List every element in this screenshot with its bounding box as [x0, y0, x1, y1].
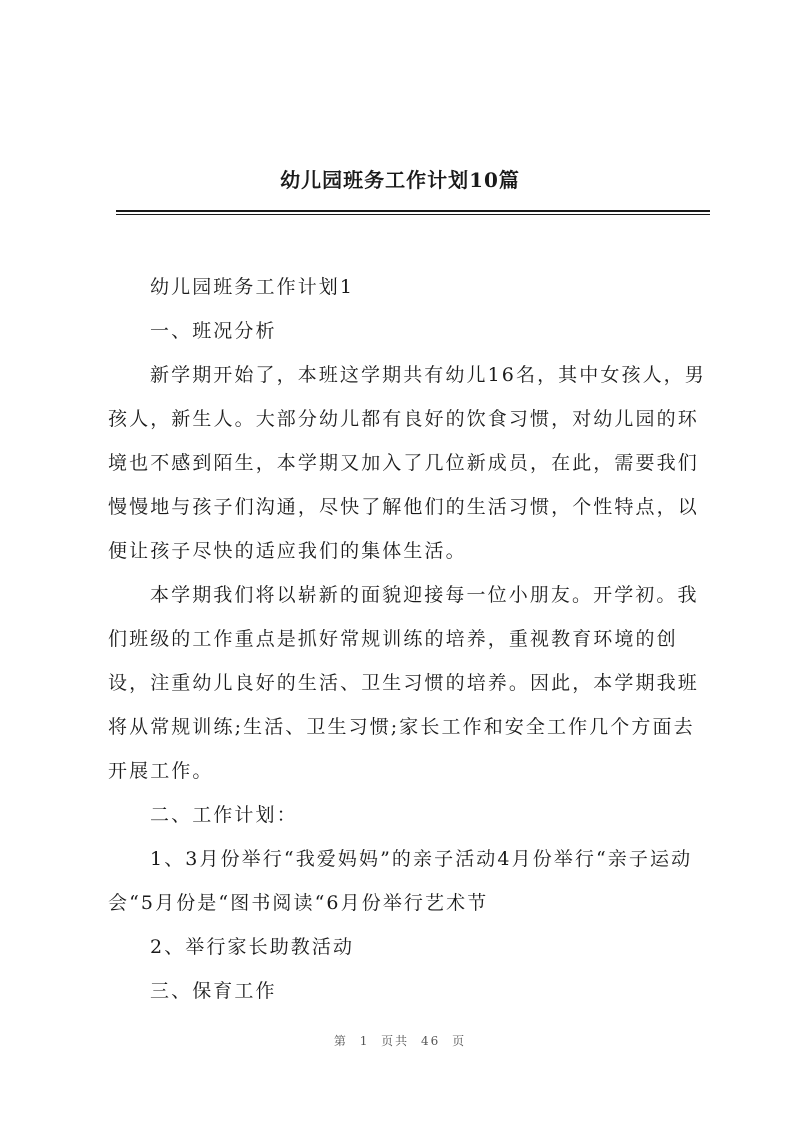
section-heading-childcare: 三、保育工作 [150, 980, 277, 1002]
paragraph-class-overview: 新学期开始了，本班这学期共有幼儿16名，其中女孩人，男孩人，新生人。大部分幼儿都有良好的饮食习惯，对幼儿园的环境也不感到陌生，本学期又加入了几位新成员，在此，需要我们慢慢地与孩子们沟通，尽快了解他们的生活习惯，个性特点，以便让孩子尽快的适应我们的集体生活。 [108, 364, 706, 562]
title-divider-thin [116, 214, 710, 215]
section-heading-plan-1: 幼儿园班务工作计划1 [150, 276, 355, 298]
page-footer: 第 1 页共 46 页 [333, 1034, 467, 1048]
section-heading-work-plan: 二、工作计划： [150, 804, 298, 826]
paragraph-semester-focus: 本学期我们将以崭新的面貌迎接每一位小朋友。开学初。我们班级的工作重点是抓好常规训练的培养，重视教育环境的创设，注重幼儿良好的生活、卫生习惯的培养。因此，本学期我班将从常规训练;生活、卫生习惯;家长工作和安全工作几个方面去开展工作。 [108, 584, 699, 782]
document-body [108, 265, 708, 1013]
list-item-parent-assistant: 2、举行家长助教活动 [150, 936, 355, 958]
document-title: 幼儿园班务工作计划10篇 [280, 168, 520, 192]
list-item-monthly-activities: 1、3月份举行“我爱妈妈”的亲子活动4月份举行“亲子运动会“5月份是“图书阅读“6月份举行艺术节 [108, 848, 693, 914]
section-heading-class-analysis: 一、班况分析 [150, 320, 277, 342]
title-divider-thick [116, 210, 710, 212]
